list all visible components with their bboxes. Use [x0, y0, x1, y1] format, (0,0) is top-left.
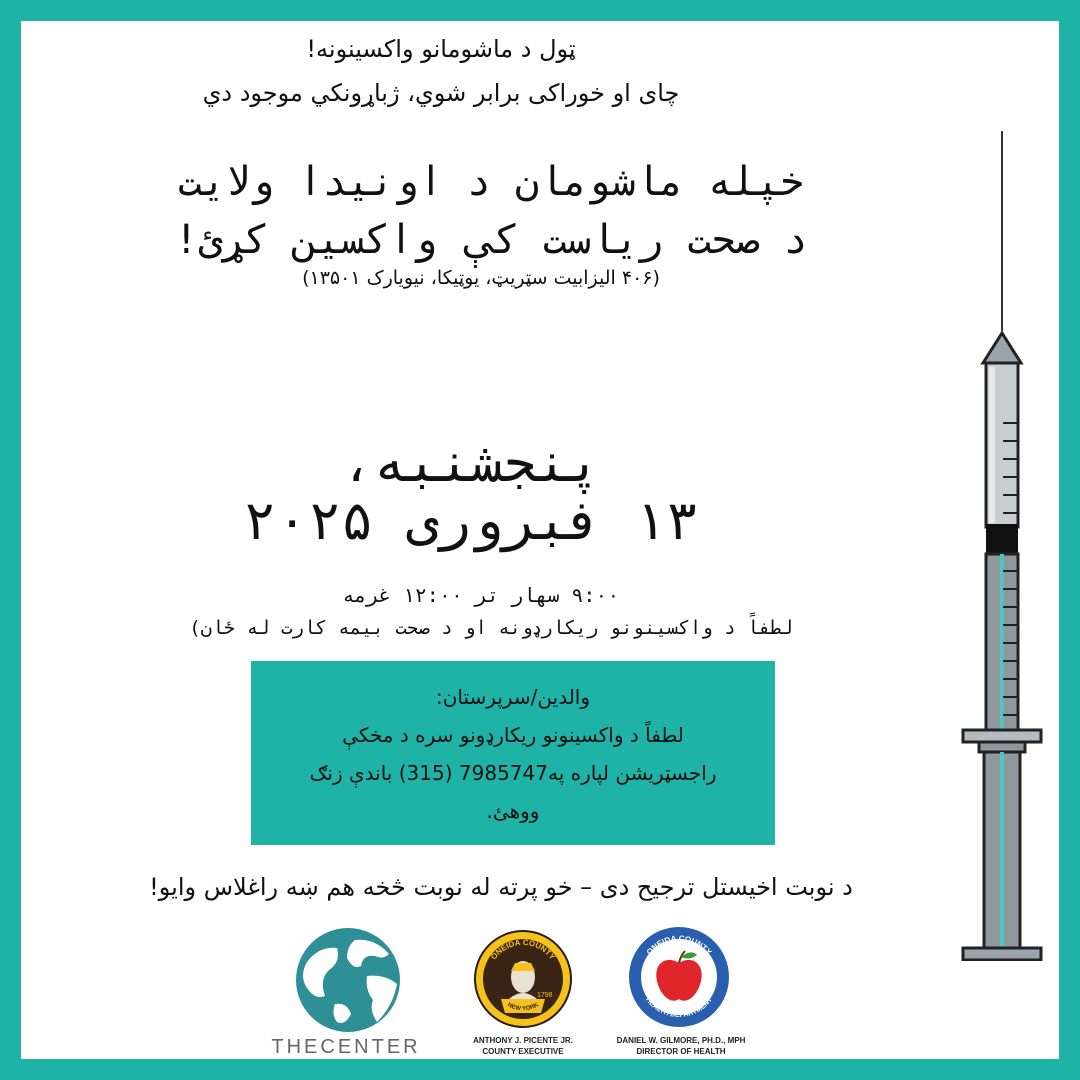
event-date: ۱۳ فبروری ۲۰۲۵ — [243, 489, 699, 552]
seal-text-top: ONEIDA COUNTY — [489, 937, 557, 962]
county-executive-title: COUNTY EXECUTIVE — [482, 1047, 564, 1056]
hd-seal-text-top: ONEIDA COUNTY — [644, 933, 714, 957]
bring-records-note: لطفاً د واکسینونو ریکارډونه او د صحت بیمه کارت له ځان) — [189, 617, 793, 639]
address: (۴۰۶ الیزابیت سټریټ، یوټیکا، نیویارک ۱۳۵۰۱) — [302, 267, 660, 289]
intro-line-1: ټول د ماشومانو واکسینونه! — [306, 35, 576, 63]
county-executive-caption — [461, 1035, 585, 1057]
seal-year: 1798 — [537, 992, 553, 999]
globe-icon — [289, 926, 407, 1034]
info-box-line-2: لطفاً د واکسینونو ریکارډونو سره د مخکې — [342, 723, 684, 747]
appointment-preference: د نوبت اخیستل ترجیح دی – خو پرته له نوبت څخه هم ښه راغلاس وایو! — [149, 873, 853, 901]
center-logo-text: THECENTER — [271, 1036, 421, 1058]
parent-info-box — [251, 661, 775, 845]
intro-line-2: چای او خوراکی برابر شوي، ژباړونکي موجود دي — [202, 79, 680, 107]
syringe-icon — [951, 131, 1051, 961]
county-executive-name: ANTHONY J. PICENTE JR. — [473, 1036, 573, 1045]
flyer-page — [21, 21, 1059, 1059]
hd-seal-text-bottom: HEALTH DEPARTMENT — [644, 996, 714, 1020]
health-director-title: DIRECTOR OF HEALTH — [636, 1047, 726, 1056]
info-box-line-4: ووهئ. — [486, 799, 540, 823]
county-seal-icon — [473, 929, 573, 1029]
health-director-caption — [613, 1035, 749, 1057]
health-director-name: DANIEL W. GILMORE, PH.D., MPH — [616, 1036, 746, 1045]
apple-icon — [627, 925, 731, 1029]
event-day: پنجشنبه، — [340, 431, 602, 494]
headline-line-1: خپله ماشومان د اونیدا ولایت — [177, 159, 805, 205]
info-box-heading: والدین/سرپرستان: — [435, 685, 591, 709]
headline-line-2: د صحت ریاست کې واکسین کړئ! — [174, 217, 808, 263]
event-time: ۹:۰۰ سهار تر ۱۲:۰۰ غرمه — [342, 583, 620, 607]
info-box-line-3: راجسټریشن لپاره په7985747 (315) باندې زنګ — [309, 761, 717, 785]
seal-text-bottom: NEW YORK — [506, 1002, 540, 1013]
